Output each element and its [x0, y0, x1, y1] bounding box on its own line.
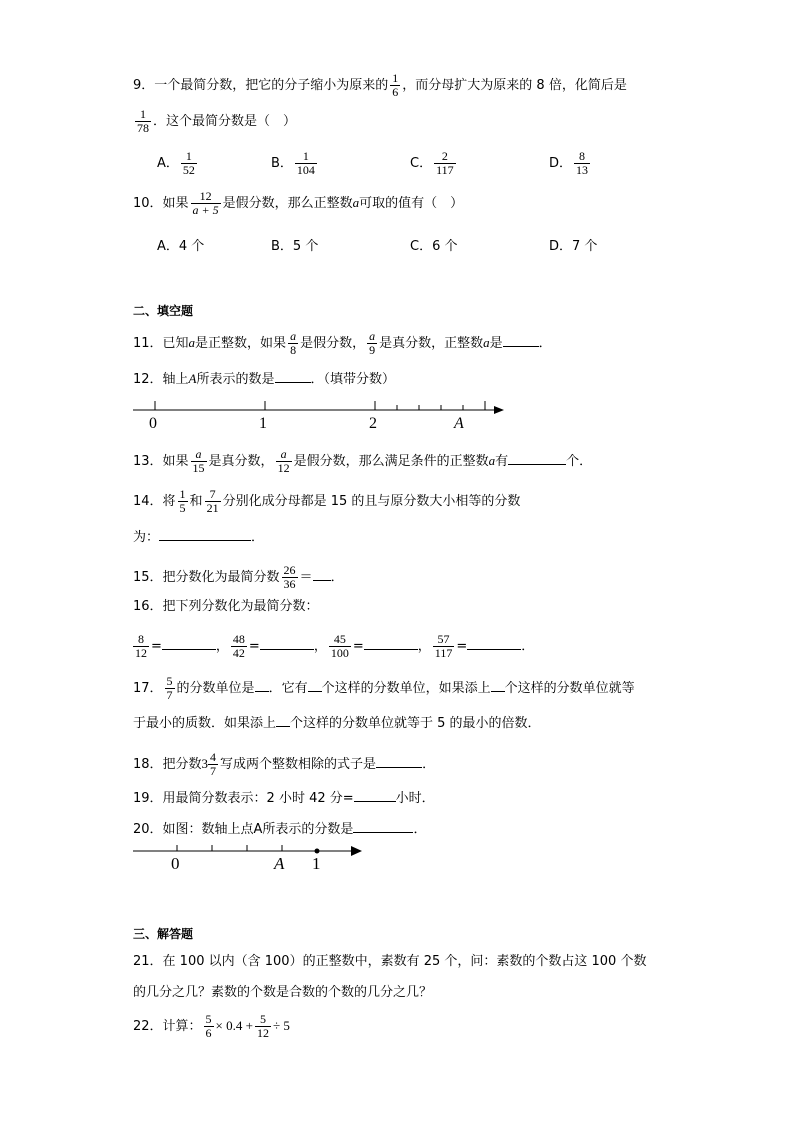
q13-answer-blank[interactable]: [508, 452, 566, 465]
q11-answer-blank[interactable]: [503, 334, 539, 347]
q9-text-a: 一个最简分数，把它的分子缩小为原来的: [154, 78, 389, 93]
q12-number: 12．轴上: [133, 372, 189, 387]
q10-option-a[interactable]: A．4 个: [157, 239, 205, 254]
section-fill-in-title: 二、填空题: [133, 304, 194, 318]
q10-option-d[interactable]: D．7 个: [549, 239, 598, 254]
q22-number: 22．计算：: [133, 1019, 202, 1034]
q17-text-c: 个这样的分数单位，如果添上: [321, 681, 491, 696]
q15-number: 15．把分数化为最简分数: [133, 570, 280, 585]
q17-blank-1[interactable]: [255, 679, 269, 692]
q12-axis-label-0: 0: [149, 415, 157, 432]
q13-text-b: 是假分数，那么满足条件的正整数: [293, 454, 489, 469]
q12-axis-label-2: 2: [369, 415, 377, 432]
q18-text-a: 写成两个整数相除的式子是: [220, 757, 377, 772]
q15-line: [133, 564, 344, 591]
q13-fraction-b: $\frac{a}{12}$: [277, 447, 290, 475]
q20-axis-label-a: A: [274, 854, 285, 873]
q19-text-b: 小时．: [395, 791, 435, 806]
q9-line2: [133, 108, 296, 135]
q15-text-b: ．: [330, 570, 344, 585]
q18-answer-blank[interactable]: [376, 755, 422, 768]
q13-line: [133, 448, 592, 475]
q11-var: a: [188, 335, 196, 350]
q20-axis-label-0: 0: [171, 854, 180, 873]
q20-text-a: 20．如图：数轴上点A所表示的分数是: [133, 822, 354, 837]
q16-fraction-2: $\frac{48}{42}$: [232, 632, 245, 660]
section-answer-title: 三、解答题: [133, 927, 194, 941]
q11-line: [133, 330, 552, 357]
q16-sep-2: ，: [313, 639, 327, 654]
q16-end: ．: [521, 639, 535, 654]
q21-line2: 的几分之几？素数的个数是合数的个数的几分之几？: [133, 985, 433, 1000]
q22-text-a: × 0.4 +: [215, 1018, 253, 1033]
q11-text-c: 是真分数，正整数: [379, 336, 484, 351]
q10-option-c[interactable]: C．6 个: [410, 239, 458, 254]
q12-number-line: [0, 395, 794, 435]
q16-eq-2: =: [248, 639, 260, 654]
q12-text-b: ．（填带分数）: [310, 372, 396, 387]
q20-point-1: [315, 849, 320, 854]
q22-text-b: ÷ 5: [272, 1018, 290, 1033]
q12-text-a: 所表示的数是: [196, 372, 275, 387]
q16-line1: 16．把下列分数化为最简分数：: [133, 599, 319, 614]
q10-text-b: 可取的值有（ ）: [359, 196, 464, 211]
q10-fraction: $\frac{12}{a + 5}$: [192, 189, 219, 217]
q9-option-d[interactable]: D． $\frac{8}{13}$: [549, 149, 589, 177]
q14-number: 14．将: [133, 494, 176, 509]
q16-eq-1: =: [151, 639, 162, 654]
q10-line: [133, 190, 463, 217]
q21-line1: 21．在 100 以内（含 100）的正整数中，素数有 25 个，问：素数的个数占这 100 个数: [133, 954, 647, 969]
q16-fraction-3: $\frac{45}{100}$: [330, 632, 349, 660]
q12-var: A: [188, 371, 197, 386]
q10-option-b[interactable]: B．5 个: [271, 239, 319, 254]
q11-fraction-b: $\frac{a}{9}$: [369, 329, 376, 357]
q9-option-a[interactable]: A． $\frac{1}{52}$: [157, 149, 195, 177]
q16-blank-2[interactable]: [260, 637, 314, 650]
q18-whole: 3: [201, 756, 209, 771]
q14-line2: [133, 528, 264, 544]
q20-line: [133, 820, 426, 836]
q17-blank-4[interactable]: [276, 714, 290, 727]
q16-line2: [131, 633, 534, 660]
q19-text-a: 19．用最简分数表示：2 小时 42 分=: [133, 791, 354, 806]
q17-text-f: 个这样的分数单位就等于 5 的最小的倍数．: [290, 716, 541, 731]
q12-line: [133, 370, 395, 386]
q14-fraction-b: $\frac{7}{21}$: [206, 487, 219, 515]
q17-blank-2[interactable]: [308, 679, 322, 692]
q17-number: 17．: [133, 681, 163, 696]
q14-text-c: 为：: [133, 530, 160, 545]
q13-text-a: 是真分数，: [208, 454, 274, 469]
q11-number: 11．已知: [133, 336, 189, 351]
q14-fraction-a: $\frac{1}{5}$: [179, 487, 186, 515]
q13-fraction-a: $\frac{a}{15}$: [192, 447, 205, 475]
q17-text-d: 个这样的分数单位就等: [504, 681, 635, 696]
q18-fraction: $\frac{4}{7}$: [210, 750, 217, 778]
q12-axis-label-a: A: [454, 415, 464, 432]
q22-fraction-b: $\frac{5}{12}$: [256, 1012, 269, 1040]
q9-option-c[interactable]: C． $\frac{2}{117}$: [410, 149, 454, 177]
q17-text-a: 的分数单位是: [176, 681, 255, 696]
q11-text-a: 是正整数，如果: [195, 336, 287, 351]
q19-line: [133, 789, 435, 805]
q16-blank-3[interactable]: [364, 637, 418, 650]
q9-text-c: ．这个最简分数是（ ）: [153, 114, 297, 129]
q9-number: 9．: [133, 78, 155, 93]
q14-answer-blank[interactable]: [159, 528, 251, 541]
q17-text-e: 于最小的质数．如果添上: [133, 716, 277, 731]
q11-text-e: ．: [538, 336, 552, 351]
q12-answer-blank[interactable]: [275, 370, 311, 383]
q13-text-c: 有: [495, 454, 509, 469]
q22-fraction-a: $\frac{5}{6}$: [205, 1012, 212, 1040]
q16-fraction-1: $\frac{8}{12}$: [135, 632, 147, 660]
q17-fraction: $\frac{5}{7}$: [166, 674, 173, 702]
q20-number-line: [0, 836, 794, 876]
q12-axis-label-1: 1: [259, 415, 267, 432]
q15-fraction: $\frac{26}{36}$: [283, 563, 296, 591]
q9-fraction-a: $\frac{1}{6}$: [392, 71, 399, 99]
q14-text-b: 分别化成分母都是 15 的且与原分数大小相等的分数: [222, 494, 521, 509]
q18-text-b: ．: [422, 757, 436, 772]
q16-blank-4[interactable]: [467, 637, 521, 650]
q15-text-a: ＝: [299, 570, 313, 585]
q15-answer-blank[interactable]: [313, 568, 331, 581]
q17-blank-3[interactable]: [491, 679, 505, 692]
q16-sep-3: ，: [417, 639, 431, 654]
q14-text-a: 和: [189, 494, 203, 509]
q16-blank-1[interactable]: [162, 637, 216, 650]
q13-var: a: [488, 453, 496, 468]
q13-number: 13．如果: [133, 454, 189, 469]
q16-fraction-4: $\frac{57}{117}$: [434, 632, 453, 660]
q17-text-b: ．它有: [268, 681, 308, 696]
q14-line1: [133, 488, 520, 515]
q9-fraction-b: $\frac{1}{78}$: [137, 107, 149, 135]
q16-eq-4: =: [456, 639, 468, 654]
q13-text-d: 个．: [566, 454, 593, 469]
q17-line1: [133, 675, 635, 702]
q20-text-b: ．: [413, 822, 427, 837]
q16-eq-3: =: [352, 639, 364, 654]
q19-answer-blank[interactable]: [354, 789, 396, 802]
q10-text-a: 是假分数，那么正整数: [222, 196, 353, 211]
q20-axis-label-1: 1: [312, 854, 321, 873]
q11-text-d: 是: [489, 336, 503, 351]
q16-sep-1: ，: [215, 639, 229, 654]
q10-number: 10．如果: [133, 196, 189, 211]
q11-var-2: a: [483, 335, 490, 350]
q17-line2: [133, 714, 541, 730]
q20-answer-blank[interactable]: [353, 820, 413, 833]
q18-line: [133, 751, 435, 778]
q9-option-b[interactable]: B． $\frac{1}{104}$: [271, 149, 315, 177]
q9-line1: [133, 72, 627, 99]
q14-text-d: ．: [251, 530, 265, 545]
q10-var: a: [352, 195, 360, 210]
q11-fraction-a: $\frac{a}{8}$: [290, 329, 297, 357]
q9-text-b: ，而分母扩大为原来的 8 倍，化简后是: [402, 78, 627, 93]
q11-text-b: 是假分数，: [300, 336, 366, 351]
q22-line: [133, 1013, 290, 1040]
q18-number: 18．把分数: [133, 757, 202, 772]
